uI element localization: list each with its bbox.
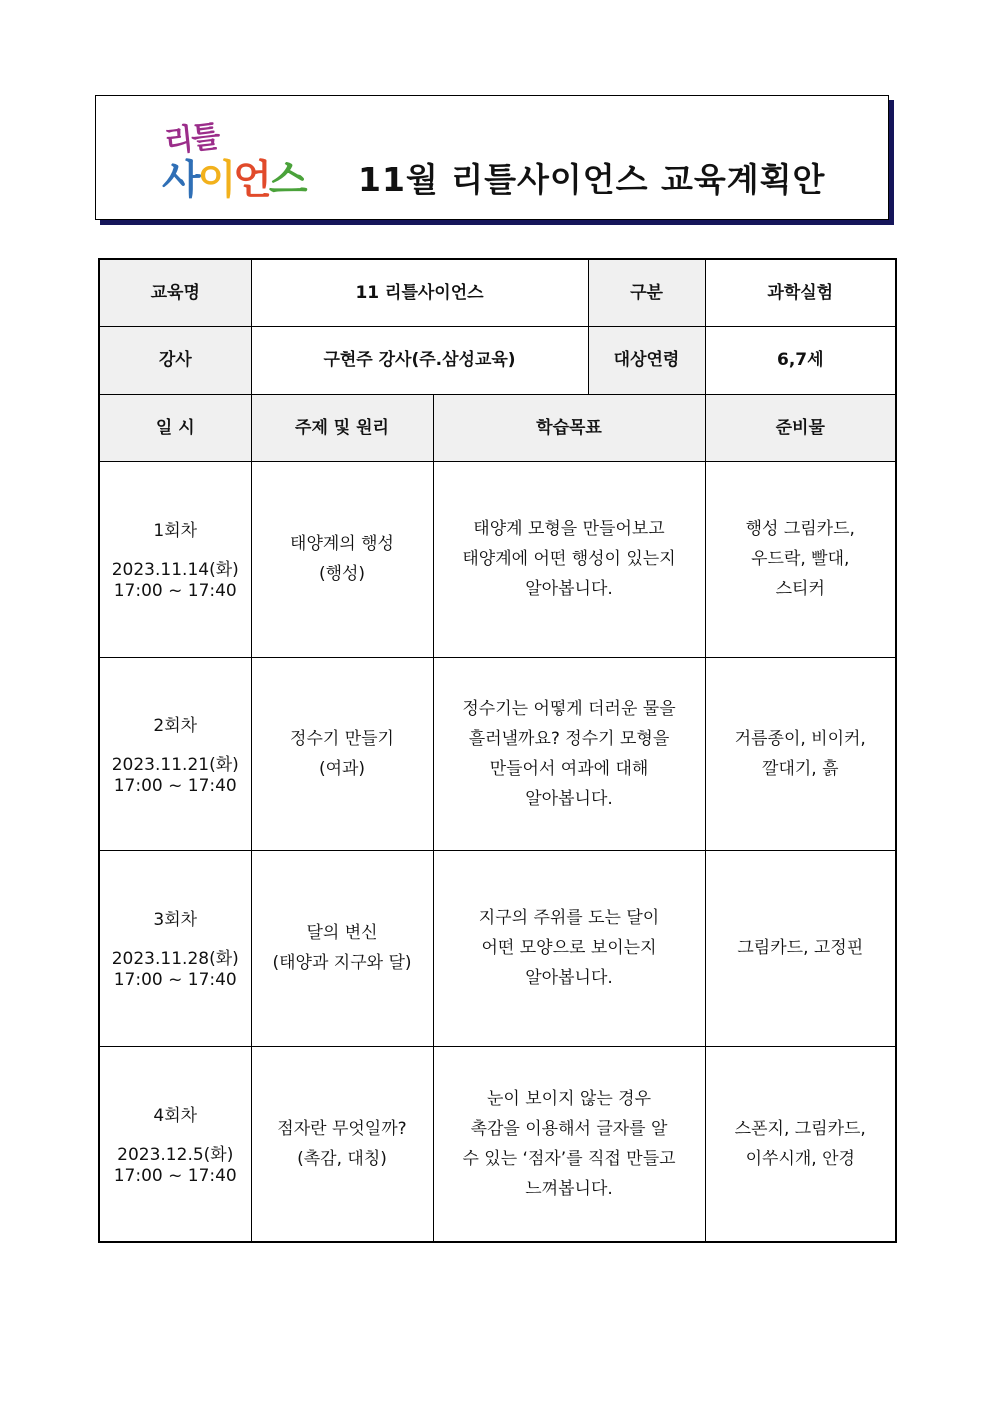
session-time: 17:00 ~ 17:40: [113, 970, 237, 990]
teacher-label: 강사: [99, 326, 251, 394]
materials-line: 깔대기, 흙: [762, 758, 839, 779]
topic-line: 정수기 만들기: [290, 728, 394, 749]
session-materials: [705, 850, 896, 1046]
goal-line: 지구의 주위를 도는 달이: [478, 908, 660, 928]
course-label: 교육명: [99, 259, 251, 326]
session-materials: [705, 461, 896, 657]
category-value: 과학실험: [705, 259, 896, 326]
session-date-cell: [99, 461, 251, 657]
age-label: 대상연령: [588, 326, 705, 394]
goal-line: 수 있는 ‘점자’를 직접 만들고: [462, 1148, 676, 1169]
goal-line: 어떤 모양으로 보이는지: [481, 938, 657, 958]
session-materials: [705, 1046, 896, 1242]
little-science-logo: [158, 114, 328, 204]
session-topic: [251, 461, 433, 657]
topic-line: 점자란 무엇일까?: [277, 1118, 407, 1139]
topic-line: 달의 변신: [306, 923, 378, 943]
session-date: 2023.12.5(화): [117, 1144, 234, 1165]
logo-letter: 언: [233, 157, 269, 203]
session-number: 3회차: [153, 910, 198, 930]
materials-line: 행성 그림카드,: [745, 519, 855, 539]
goal-line: 정수기는 어떻게 더러운 물을: [462, 698, 676, 719]
materials-line: 스폰지, 그림카드,: [734, 1118, 866, 1139]
column-header-date: 일 시: [99, 394, 251, 461]
logo-letter: 사: [162, 157, 198, 203]
materials-line: 스티커: [775, 579, 825, 599]
age-value: 6,7세: [705, 326, 896, 394]
topic-line: (촉감, 대칭): [297, 1148, 387, 1169]
plan-table: [98, 258, 897, 1243]
goal-line: 알아봅니다.: [525, 968, 613, 988]
goal-line: 흘러낼까요? 정수기 모형을: [468, 728, 670, 749]
column-header-topic: 주제 및 원리: [251, 394, 433, 461]
session-time: 17:00 ~ 17:40: [113, 775, 237, 796]
session-materials: [705, 657, 896, 850]
session-date: 2023.11.14(화): [111, 560, 239, 580]
session-row: [99, 1046, 896, 1242]
goal-line: 촉감을 이용해서 글자를 알: [470, 1118, 668, 1139]
goal-line: 만들어서 여과에 대해: [489, 758, 649, 779]
session-date-cell: [99, 850, 251, 1046]
session-date: 2023.11.28(화): [111, 949, 239, 969]
logo-letter: 스: [268, 157, 305, 203]
column-header-row: [99, 394, 896, 461]
logo-top-text: 리틀: [162, 119, 221, 160]
session-goal: [433, 461, 705, 657]
goal-line: 태양계에 어떤 행성이 있는지: [462, 549, 676, 569]
session-date-cell: [99, 657, 251, 850]
materials-line: 그림카드, 고정핀: [737, 938, 864, 958]
materials-line: 우드락, 빨대,: [751, 549, 850, 569]
session-goal: [433, 1046, 705, 1242]
goal-line: 눈이 보이지 않는 경우: [487, 1088, 652, 1109]
topic-line: (여과): [318, 758, 366, 779]
topic-line: (행성): [318, 564, 366, 584]
goal-line: 느껴봅니다.: [525, 1178, 613, 1199]
session-topic: [251, 850, 433, 1046]
session-row: [99, 850, 896, 1046]
session-topic: [251, 657, 433, 850]
logo-letter: 이: [197, 157, 234, 203]
materials-line: 거름종이, 비이커,: [734, 728, 866, 749]
goal-line: 알아봅니다.: [525, 788, 613, 809]
session-goal: [433, 657, 705, 850]
materials-line: 이쑤시개, 안경: [745, 1148, 855, 1169]
session-time: 17:00 ~ 17:40: [113, 581, 237, 601]
session-number: 4회차: [153, 1105, 198, 1126]
category-label: 구분: [588, 259, 705, 326]
info-row-teacher: [99, 326, 896, 394]
session-goal: [433, 850, 705, 1046]
session-time: 17:00 ~ 17:40: [113, 1165, 237, 1186]
title-box: [95, 95, 889, 220]
info-row-course: [99, 259, 896, 326]
topic-line: (태양과 지구와 달): [272, 953, 412, 973]
session-row: [99, 657, 896, 850]
session-topic: [251, 1046, 433, 1242]
teacher-value: 구현주 강사(주.삼성교육): [251, 326, 588, 394]
course-value: 11 리틀사이언스: [251, 259, 588, 326]
session-number: 2회차: [153, 715, 198, 736]
goal-line: 알아봅니다.: [525, 579, 613, 599]
page-title: 11월 리틀사이언스 교육계획안: [358, 160, 826, 199]
session-row: [99, 461, 896, 657]
column-header-goal: 학습목표: [433, 394, 705, 461]
goal-line: 태양계 모형을 만들어보고: [473, 519, 665, 539]
session-date-cell: [99, 1046, 251, 1242]
topic-line: 태양계의 행성: [290, 534, 394, 554]
session-number: 1회차: [153, 521, 198, 541]
logo-bottom-text: [162, 148, 305, 205]
column-header-materials: 준비물: [705, 394, 896, 461]
session-date: 2023.11.21(화): [111, 754, 239, 775]
